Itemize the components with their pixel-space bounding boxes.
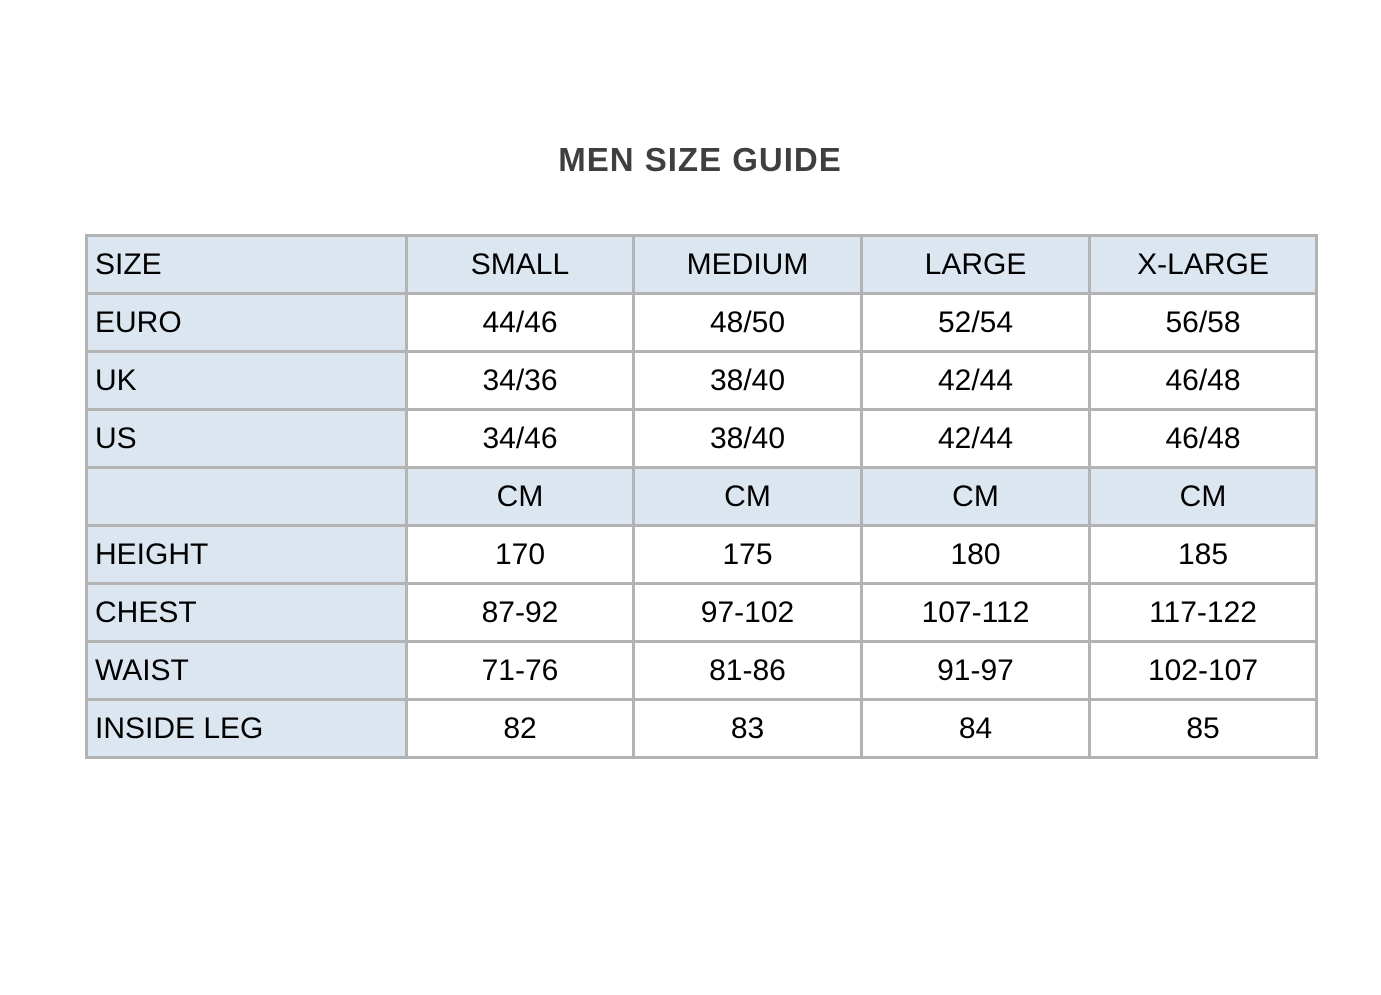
table-row bbox=[87, 294, 1317, 352]
column-header-cell: X-LARGE bbox=[1090, 236, 1317, 294]
table-row bbox=[87, 526, 1317, 584]
data-cell: CM bbox=[1090, 468, 1317, 526]
data-cell: 87-92 bbox=[407, 584, 634, 642]
data-cell: 81-86 bbox=[634, 642, 862, 700]
data-cell: 42/44 bbox=[862, 410, 1090, 468]
data-cell: CM bbox=[634, 468, 862, 526]
table-row bbox=[87, 584, 1317, 642]
table-row bbox=[87, 642, 1317, 700]
data-cell: 71-76 bbox=[407, 642, 634, 700]
data-cell: 48/50 bbox=[634, 294, 862, 352]
data-cell: 175 bbox=[634, 526, 862, 584]
size-guide-table bbox=[85, 234, 1318, 759]
data-cell: 117-122 bbox=[1090, 584, 1317, 642]
data-cell: 46/48 bbox=[1090, 410, 1317, 468]
row-label-cell: CHEST bbox=[87, 584, 407, 642]
table-row bbox=[87, 700, 1317, 758]
column-header-cell: SMALL bbox=[407, 236, 634, 294]
data-cell: 56/58 bbox=[1090, 294, 1317, 352]
data-cell: CM bbox=[407, 468, 634, 526]
row-label-cell: WAIST bbox=[87, 642, 407, 700]
data-cell: 82 bbox=[407, 700, 634, 758]
data-cell: 38/40 bbox=[634, 410, 862, 468]
data-cell: 97-102 bbox=[634, 584, 862, 642]
data-cell: 44/46 bbox=[407, 294, 634, 352]
data-cell: 46/48 bbox=[1090, 352, 1317, 410]
data-cell: 107-112 bbox=[862, 584, 1090, 642]
row-label-cell: INSIDE LEG bbox=[87, 700, 407, 758]
data-cell: 102-107 bbox=[1090, 642, 1317, 700]
size-column-header-cell: SIZE bbox=[87, 236, 407, 294]
data-cell: CM bbox=[862, 468, 1090, 526]
data-cell: 185 bbox=[1090, 526, 1317, 584]
row-label-cell: EURO bbox=[87, 294, 407, 352]
row-label-cell: US bbox=[87, 410, 407, 468]
row-label-cell: HEIGHT bbox=[87, 526, 407, 584]
column-header-cell: MEDIUM bbox=[634, 236, 862, 294]
table-row bbox=[87, 410, 1317, 468]
data-cell: 91-97 bbox=[862, 642, 1090, 700]
data-cell: 42/44 bbox=[862, 352, 1090, 410]
row-label-cell: UK bbox=[87, 352, 407, 410]
data-cell: 52/54 bbox=[862, 294, 1090, 352]
column-header-cell: LARGE bbox=[862, 236, 1090, 294]
data-cell: 85 bbox=[1090, 700, 1317, 758]
data-cell: 83 bbox=[634, 700, 862, 758]
table-row bbox=[87, 352, 1317, 410]
table-row bbox=[87, 468, 1317, 526]
data-cell: 170 bbox=[407, 526, 634, 584]
data-cell: 180 bbox=[862, 526, 1090, 584]
data-cell: 34/36 bbox=[407, 352, 634, 410]
table-body bbox=[87, 294, 1317, 758]
data-cell: 84 bbox=[862, 700, 1090, 758]
page-title: MEN SIZE GUIDE bbox=[558, 141, 842, 178]
data-cell: 34/46 bbox=[407, 410, 634, 468]
row-label-cell bbox=[87, 468, 407, 526]
table-header-row bbox=[87, 236, 1317, 294]
data-cell: 38/40 bbox=[634, 352, 862, 410]
